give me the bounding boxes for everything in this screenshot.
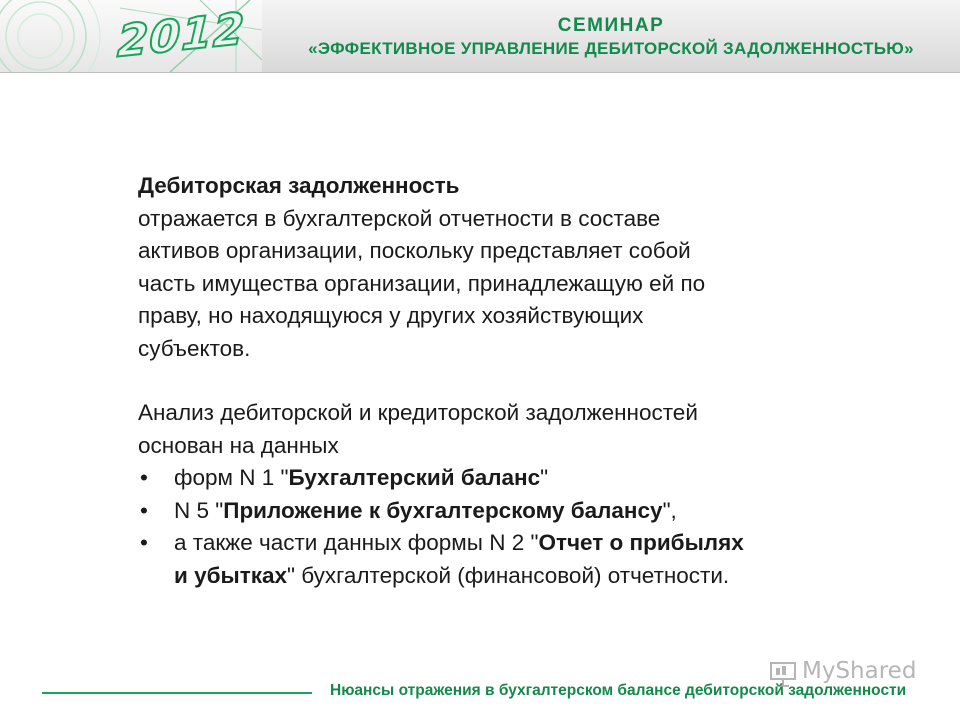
paragraph-2 [138, 397, 858, 462]
slide-heading: Дебиторская задолженность [138, 173, 460, 198]
logo-year: 2012 [116, 3, 246, 68]
seminar-logo [0, 0, 262, 72]
paragraph-1-line: отражается в бухгалтерской отчетности в составе [138, 205, 661, 231]
bullet-prefix: а также части данных формы N 2 " [174, 530, 539, 555]
seminar-label: СЕМИНАР [557, 15, 665, 36]
paragraph-1-line: субъектов. [138, 335, 251, 361]
seminar-name: «ЭФФЕКТИВНОЕ УПРАВЛЕНИЕ ДЕБИТОРСКОЙ ЗАДОЛЖЕННОСТЬЮ» [308, 39, 914, 58]
paragraph-1 [138, 203, 858, 366]
bullet-prefix: N 5 " [174, 497, 224, 523]
bullet-prefix: форм N 1 " [174, 465, 289, 490]
bullet-bold-continued: и убытках [174, 562, 288, 588]
source-forms-list [138, 462, 858, 592]
footer-divider [42, 692, 312, 694]
paragraph-2-line: Анализ дебиторской и кредиторской задолженностей [138, 400, 698, 425]
slide-body [138, 170, 858, 592]
bullet-bold: Приложение к бухгалтерскому балансу [223, 497, 663, 523]
bullet-bold: Бухгалтерский баланс [288, 465, 541, 490]
paragraph-2-line: основан на данных [138, 432, 339, 458]
paragraph-1-line: активов организации, поскольку представляет собой [138, 238, 691, 263]
bullet-suffix: " [540, 465, 549, 490]
list-item [138, 462, 858, 495]
watermark [768, 658, 938, 690]
paragraph-1-line: часть имущества организации, принадлежащую ей по [138, 270, 706, 296]
bullet-suffix: ", [662, 497, 677, 523]
bullet-icon: • [140, 465, 148, 490]
bullet-suffix: " бухгалтерской (финансовой) отчетности. [287, 562, 730, 588]
spacer [138, 365, 858, 397]
header-banner [0, 0, 960, 73]
footer-caption: Нюансы отражения в бухгалтерском балансе дебиторской задолженности [330, 682, 907, 699]
list-item [138, 527, 858, 592]
bullet-bold: Отчет о прибылях [538, 530, 744, 555]
bullet-icon: • [140, 497, 148, 523]
paragraph-1-line: праву, но находящуюся у других хозяйствующих [138, 303, 644, 328]
seminar-title [262, 14, 960, 60]
presentation-icon [768, 660, 798, 688]
list-item [138, 495, 858, 528]
watermark-text: MyShared [802, 658, 917, 684]
bullet-icon: • [140, 530, 148, 555]
